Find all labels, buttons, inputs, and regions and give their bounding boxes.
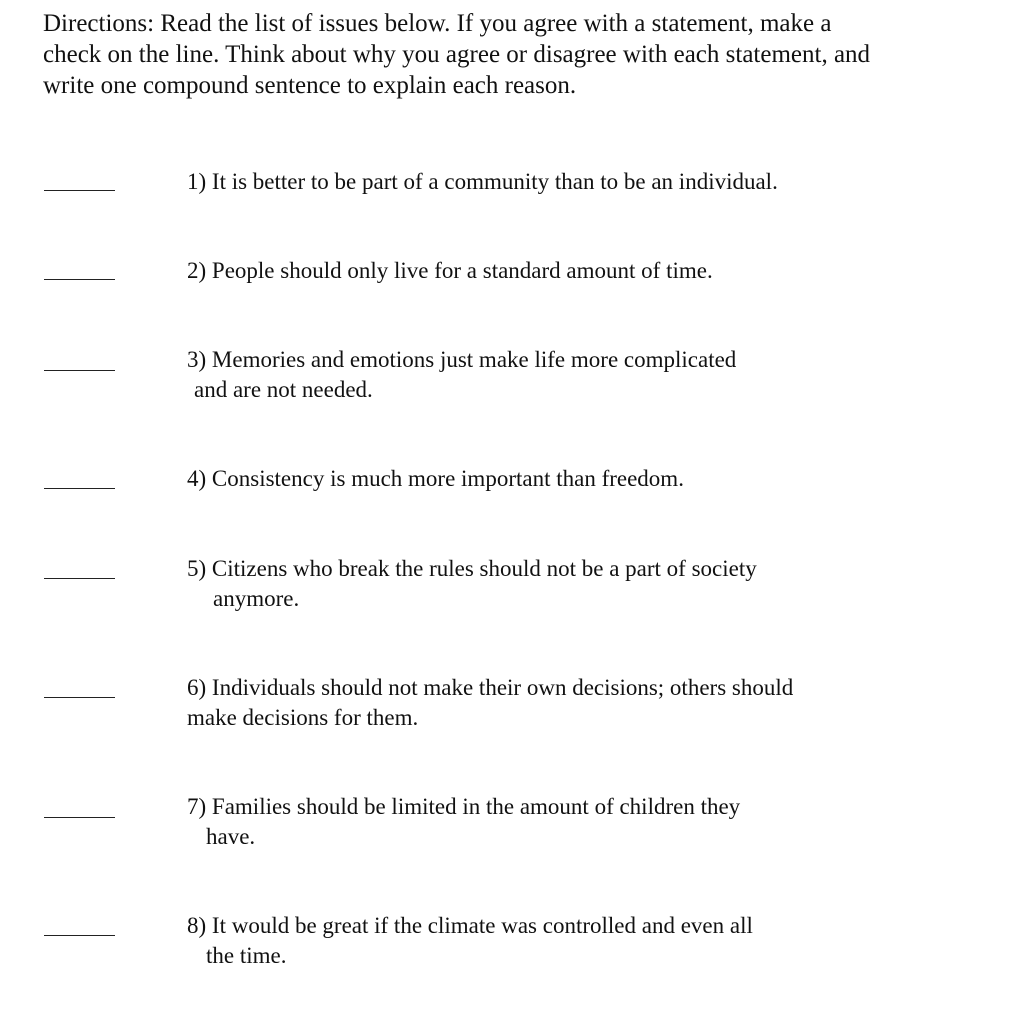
statement-6-line-2: make decisions for them.	[187, 705, 419, 730]
check-line-5[interactable]	[44, 578, 115, 579]
statement-2-line-1: 2) People should only live for a standard amount of time.	[187, 258, 713, 283]
statement-5-line-2: anymore.	[213, 586, 300, 611]
check-line-3[interactable]	[44, 370, 115, 371]
statement-text-3	[187, 345, 736, 405]
check-line-7[interactable]	[44, 817, 115, 818]
directions-line-1: Directions: Read the list of issues below. If you agree with a statement, make a	[43, 10, 832, 37]
directions-line-2: check on the line. Think about why you agree or disagree with each statement, and	[43, 41, 871, 68]
statement-6-line-1: 6) Individuals should not make their own decisions; others should	[187, 675, 794, 700]
statement-8-line-1: 8) It would be great if the climate was controlled and even all	[187, 913, 753, 938]
check-line-1[interactable]	[44, 190, 115, 191]
statement-1-line-1: 1) It is better to be part of a community than to be an individual.	[187, 169, 778, 194]
statement-text-8	[187, 911, 753, 971]
statement-text-4	[187, 464, 684, 494]
statement-3-line-2: and are not needed.	[194, 377, 373, 402]
statement-4-line-1: 4) Consistency is much more important than freedom.	[187, 466, 684, 491]
statement-7-line-2: have.	[206, 824, 256, 849]
check-line-8[interactable]	[44, 935, 115, 936]
statement-7-line-1: 7) Families should be limited in the amount of children they	[187, 794, 741, 819]
directions-paragraph	[43, 8, 993, 101]
check-line-2[interactable]	[44, 279, 115, 280]
statement-3-line-1: 3) Memories and emotions just make life more complicated	[187, 347, 737, 372]
statement-5-line-1: 5) Citizens who break the rules should not be a part of society	[187, 556, 757, 581]
check-line-4[interactable]	[44, 488, 115, 489]
statement-text-5	[187, 554, 757, 614]
statement-text-2	[187, 256, 713, 286]
directions-line-3: write one compound sentence to explain each reason.	[43, 72, 577, 99]
statement-text-1	[187, 167, 778, 197]
statement-8-line-2: the time.	[206, 943, 287, 968]
statement-text-7	[187, 792, 740, 852]
statement-text-6	[187, 673, 793, 733]
check-line-6[interactable]	[44, 697, 115, 698]
